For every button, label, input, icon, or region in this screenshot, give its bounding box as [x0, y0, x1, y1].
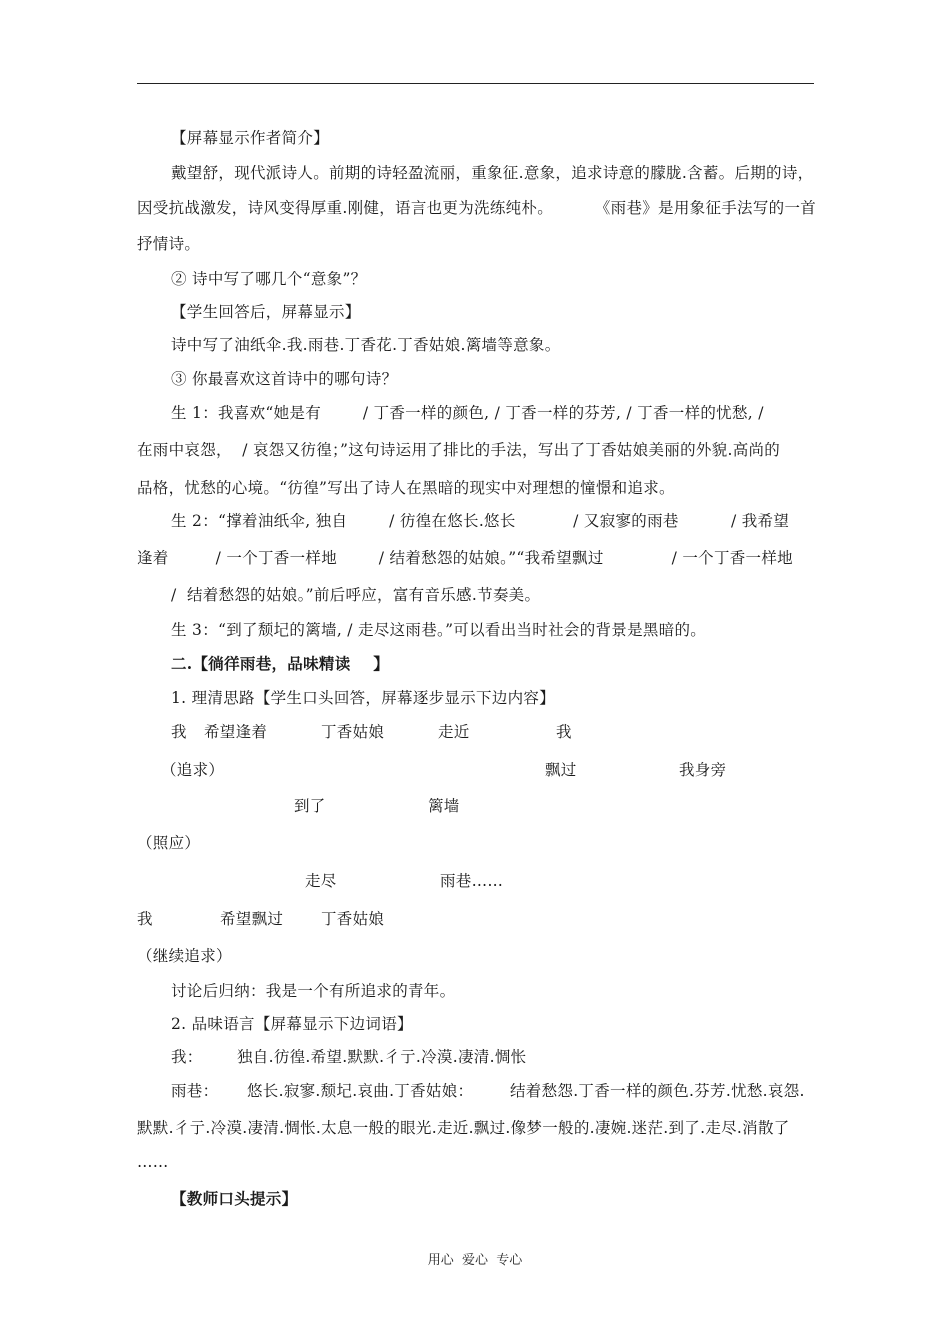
text-line: 1. 理清思路【学生口头回答，屏幕逐步显示下边内容】 — [171, 689, 556, 707]
text-line: 戴望舒，现代派诗人。前期的诗轻盈流丽，重象征.意象，追求诗意的朦胧.含蓄。后期的诗， — [171, 164, 814, 182]
text-line: 【教师口头提示】 — [171, 1189, 298, 1208]
flow-word: 飘过 — [545, 761, 577, 779]
text-line: 诗中写了油纸伞.我.雨巷.丁香花.丁香姑娘.篱墙等意象。 — [171, 336, 561, 354]
flow-word: 篱墙 — [428, 797, 460, 815]
text-line: 雨巷： — [171, 1082, 219, 1100]
flow-word: （照应） — [137, 834, 201, 852]
flow-word: 雨巷…… — [440, 872, 504, 890]
text-line: 我： — [171, 1048, 203, 1066]
flow-word: 走近 — [438, 723, 470, 741]
text-line: 抒情诗。 — [137, 235, 201, 253]
text-line: 品格，忧愁的心境。“彷徨”写出了诗人在黑暗的现实中对理想的憧憬和追求。 — [137, 479, 675, 497]
text-line: / 结着愁怨的姑娘。”前后呼应，富有音乐感.节奏美。 — [171, 586, 541, 604]
flow-word: 丁香姑娘 — [321, 910, 385, 928]
flow-word: 希望飘过 — [220, 910, 284, 928]
text-line: 【屏幕显示作者简介】 — [171, 129, 330, 147]
flow-word: 我 — [171, 723, 187, 741]
text-line: 生 2：“撑着油纸伞, 独自 / 彷徨在悠长.悠长 / 又寂寥的雨巷 / 我希望 — [171, 512, 790, 530]
section-heading: 二.【徜徉雨巷，品味精读 】 — [171, 654, 390, 673]
text-line: 2. 品味语言【屏幕显示下边词语】 — [171, 1015, 413, 1033]
flow-word: 我 — [137, 910, 153, 928]
text-line: 逢着 / 一个丁香一样地 / 结着愁怨的姑娘。”“我希望飘过 / 一个丁香一样地 — [137, 549, 793, 567]
flow-word: 丁香姑娘 — [321, 723, 385, 741]
flow-word: 到了 — [294, 797, 326, 815]
page-footer: 用心 爱心 专心 — [427, 1253, 523, 1268]
flow-word: （追求） — [161, 761, 225, 779]
flow-word: （继续追求） — [137, 947, 232, 965]
text-line: 在雨中哀怨， / 哀怨又彷徨；”这句诗运用了排比的手法，写出了丁香姑娘美丽的外貌.高尚的 — [137, 441, 781, 459]
text-line: ② 诗中写了哪几个“意象”？ — [171, 270, 367, 288]
flow-word: 走尽 — [305, 872, 337, 890]
text-line: 结着愁怨.丁香一样的颜色.芬芳.忧愁.哀怨. — [510, 1082, 805, 1100]
text-line: …… — [137, 1153, 169, 1171]
text-line: 默默.彳亍.冷漠.凄清.惆怅.太息一般的眼光.走近.飘过.像梦一般的.凄婉.迷茫.到了.走尽.消散了 — [137, 1119, 790, 1137]
text-line: 悠长.寂寥.颓圮.哀曲.丁香姑娘： — [247, 1082, 474, 1100]
text-line: ③ 你最喜欢这首诗中的哪句诗？ — [171, 370, 398, 388]
text-line: 因受抗战激发，诗风变得厚重.刚健，语言也更为洗练纯朴。 《雨巷》是用象征手法写的一首 — [137, 199, 817, 217]
text-line: 独自.彷徨.希望.默默.彳亍.冷漠.凄清.惆怅 — [237, 1048, 527, 1066]
flow-word: 希望逢着 — [204, 723, 268, 741]
text-line: 生 1：我喜欢“她是有 / 丁香一样的颜色, / 丁香一样的芬芳, / 丁香一样的忧愁, / — [171, 404, 764, 422]
header-rule — [137, 83, 814, 84]
flow-word: 我身旁 — [679, 761, 727, 779]
flow-word: 我 — [556, 723, 572, 741]
text-line: 生 3：“到了颓圮的篱墙, / 走尽这雨巷。”可以看出当时社会的背景是黑暗的。 — [171, 621, 707, 639]
text-line: 【学生回答后，屏幕显示】 — [171, 303, 361, 321]
text-line: 讨论后归纳：我是一个有所追求的青年。 — [171, 982, 456, 1000]
